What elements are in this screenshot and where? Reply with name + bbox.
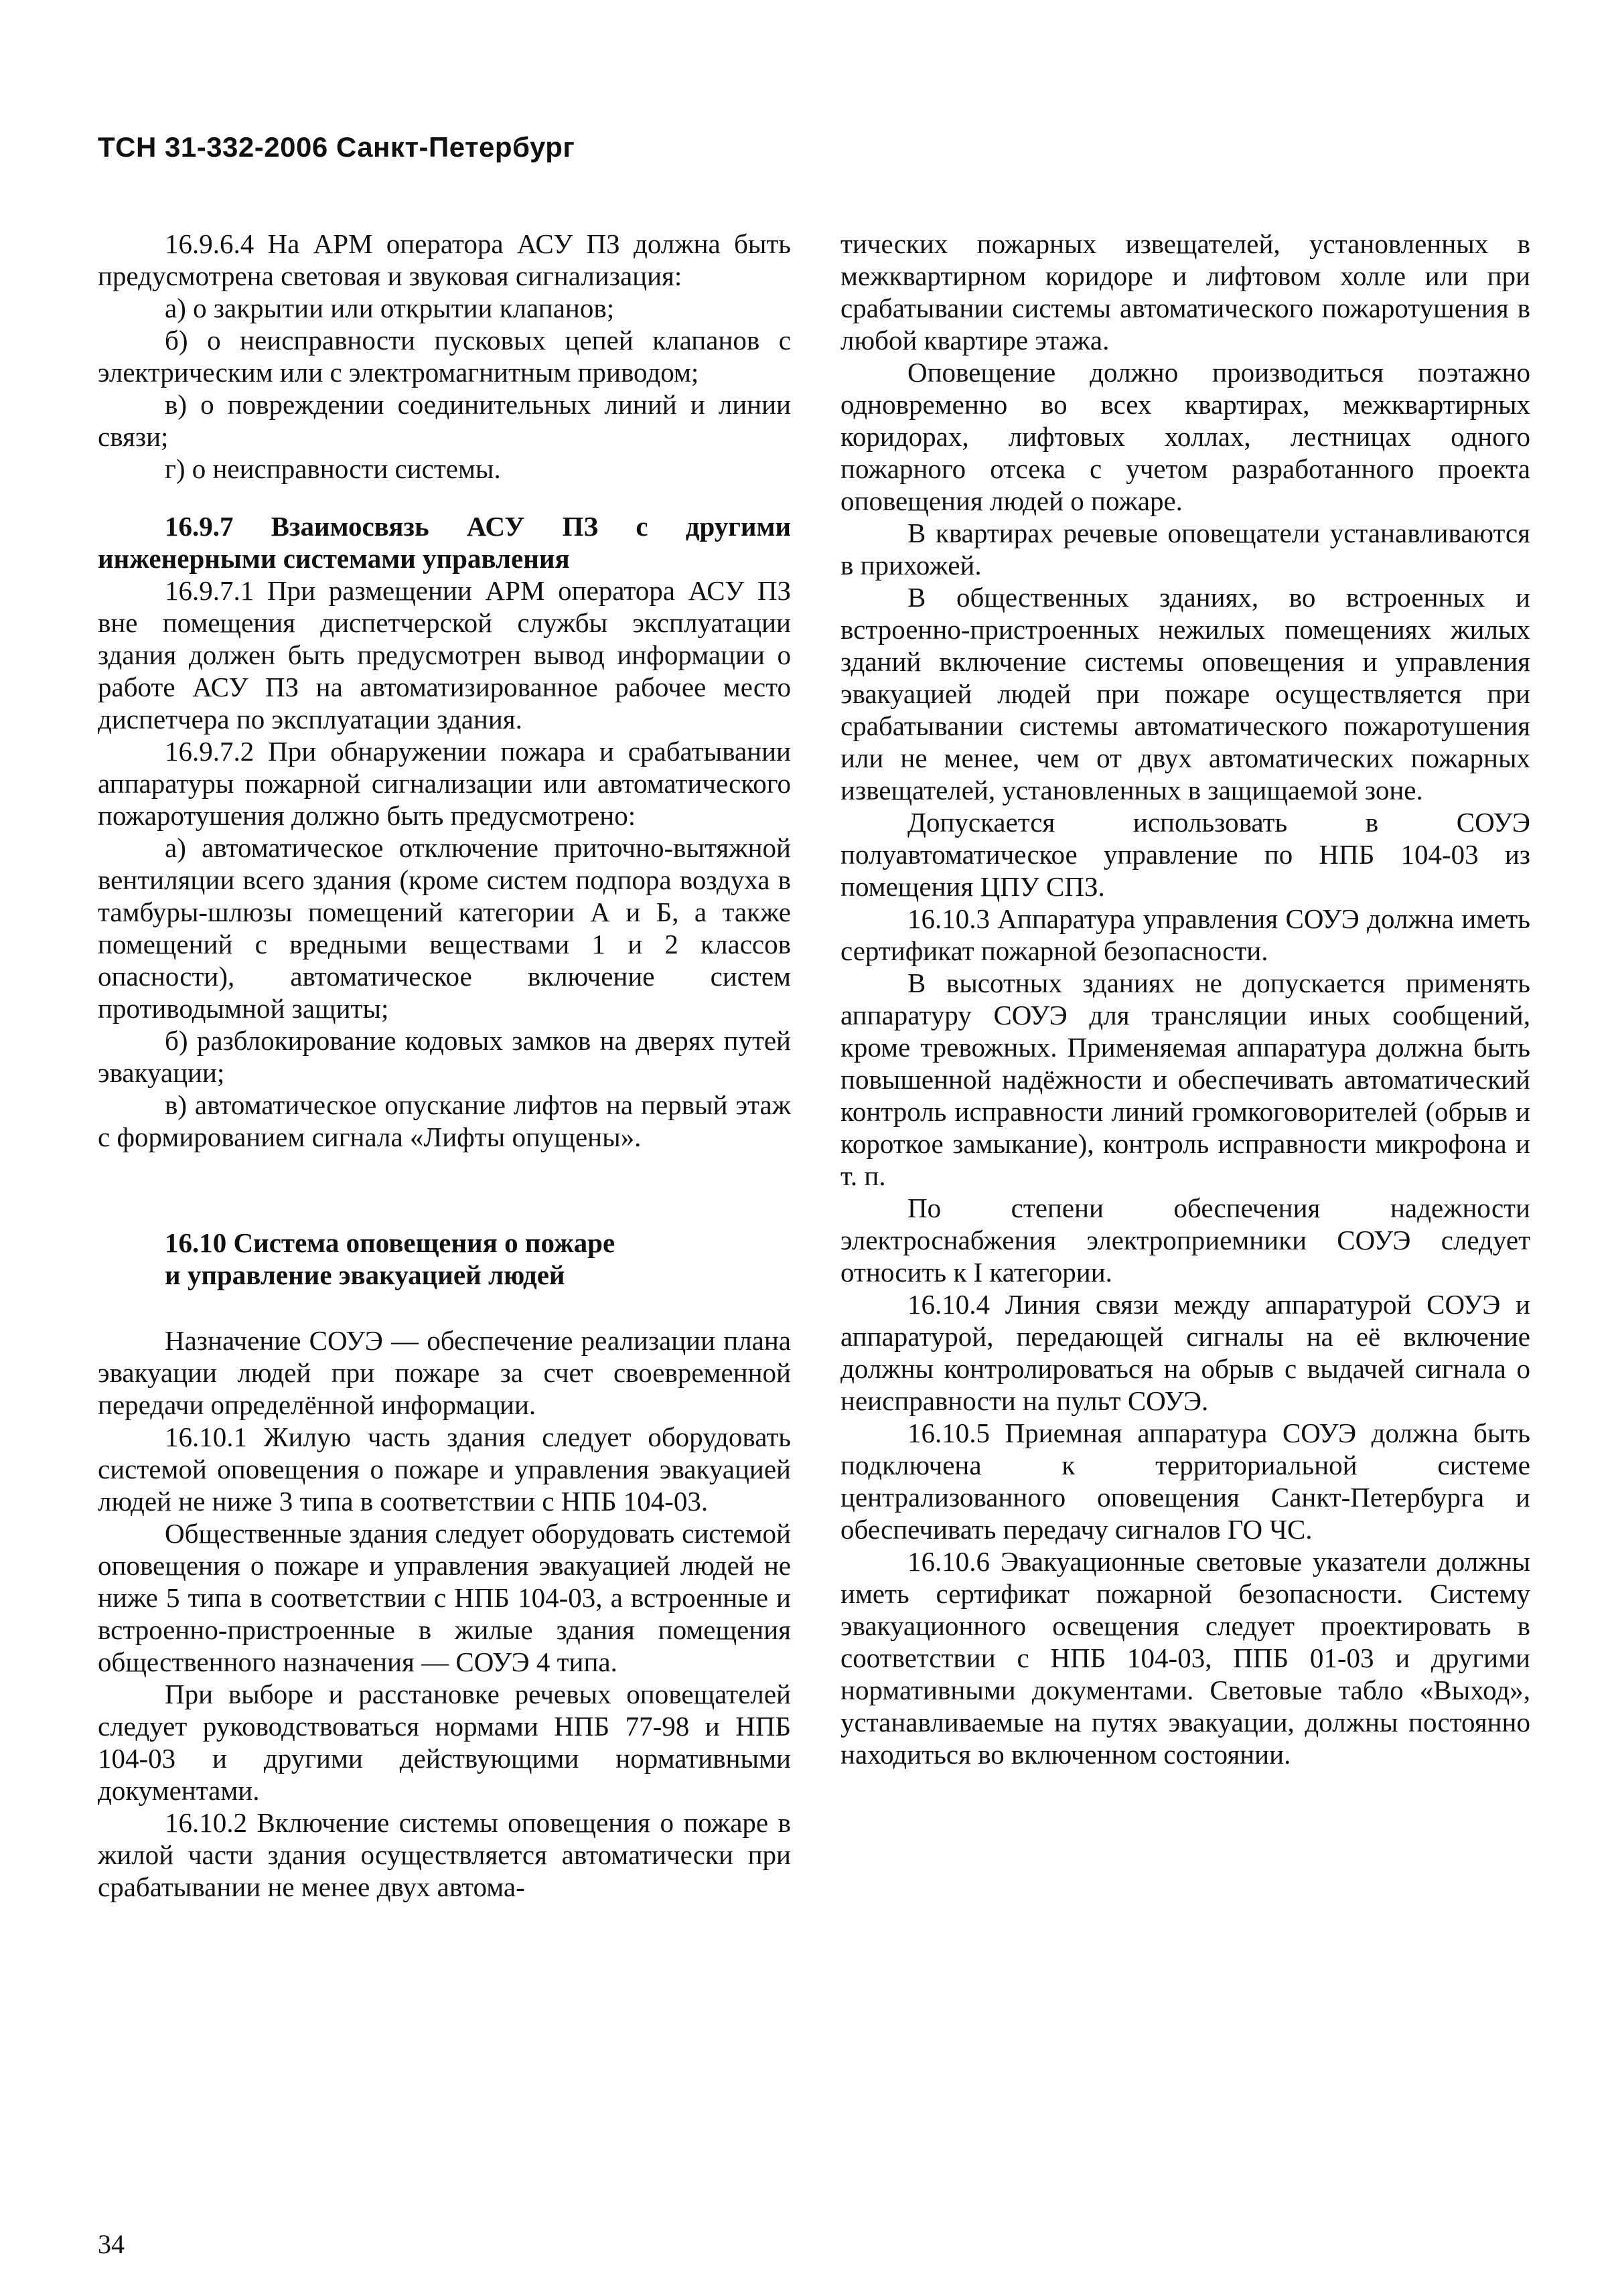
heading-16-10-line2: и управление эвакуацией людей bbox=[165, 1259, 565, 1290]
list-item-a: а) о закрытии или открытии клапанов; bbox=[165, 293, 615, 323]
list-item-b: б) о неисправности пусковых цепей клапанов с электрическим или с электромагнитным приводом; bbox=[98, 325, 791, 388]
paragraph-16-10-6: 16.10.6 Эвакуационные световые указатели должны иметь сертификат пожарной безопасности. Систему эвакуационного освещения следует проектировать в соответствии с НПБ 104-03, ППБ 01-03 и другими нормативными документами. Световые табло «Выход», устанавливаемые на путях эвакуации, должны постоянно находиться во включенном состоянии. bbox=[840, 1546, 1530, 1770]
paragraph-continuation: тических пожарных извещателей, установленных в межквартирном коридоре и лифтовом холле или при срабатывании системы автоматического пожаротушения в любой квартире этажа. bbox=[840, 228, 1530, 356]
paragraph-16-10-3: 16.10.3 Аппаратура управления СОУЭ должна иметь сертификат пожарной безопасности. bbox=[840, 903, 1530, 966]
list-item-v: в) автоматическое опускание лифтов на первый этаж с формированием сигнала «Лифты опущены». bbox=[98, 1089, 791, 1152]
paragraph-public-buildings: Общественные здания следует оборудовать системой оповещения о пожаре и управления эвакуацией людей не ниже 5 типа в соответствии с НПБ 104-03, а встроенные и встроенно-пристроенные в жилые здания помещения общественного назначения — СОУЭ 4 типа. bbox=[98, 1518, 791, 1677]
heading-16-10-line1: 16.10 Система оповещения о пожаре bbox=[165, 1227, 615, 1258]
list-item-a: а) автоматическое отключение приточно-вытяжной вентиляции всего здания (кроме систем подпора воздуха в тамбуры-шлюзы помещений категории А и Б, а также помещений с вредными веществами 1 и 2 классов опасности), автоматическое включение систем противодымной защиты; bbox=[98, 832, 791, 1024]
heading-16-9-7: 16.9.7 Взаимосвязь АСУ ПЗ с другими инженерными системами управления bbox=[98, 511, 791, 574]
list-item-b: б) разблокирование кодовых замков на дверях путей эвакуации; bbox=[98, 1025, 791, 1088]
paragraph-public-premises: В общественных зданиях, во встроенных и встроенно-пристроенных нежилых помещениях жилых зданий включение системы оповещения и управления эвакуацией людей при пожаре осуществляется при срабатывании системы автоматического пожаротушения или не менее, чем от двух автоматических пожарных извещателей, установленных в защищаемой зоне. bbox=[840, 582, 1530, 806]
paragraph-16-10-2: 16.10.2 Включение системы оповещения о пожаре в жилой части здания осуществляется автоматически при срабатывании не менее двух автома- bbox=[98, 1807, 791, 1902]
list-item-g: г) о неисправности системы. bbox=[165, 453, 501, 484]
page-number: 34 bbox=[98, 2229, 125, 2259]
paragraph-power-supply: По степени обеспечения надежности электроснабжения электроприемники СОУЭ следует относить к I категории. bbox=[840, 1193, 1530, 1288]
paragraph-16-10-4: 16.10.4 Линия связи между аппаратурой СОУЭ и аппаратурой, передающей сигналы на её включение должны контролироваться на обрыв с выдачей сигнала о неисправности на пульт СОУЭ. bbox=[840, 1289, 1530, 1416]
paragraph-purpose: Назначение СОУЭ — обеспечение реализации плана эвакуации людей при пожаре за счет своевременной передачи определённой информации. bbox=[98, 1325, 791, 1420]
running-header: ТСН 31-332-2006 Санкт-Петербург bbox=[98, 131, 575, 163]
paragraph-16-10-1: 16.10.1 Жилую часть здания следует оборудовать системой оповещения о пожаре и управления эвакуацией людей не ниже 3 типа в соответствии с НПБ 104-03. bbox=[98, 1422, 791, 1517]
paragraph-16-9-6-4: 16.9.6.4 На АРМ оператора АСУ ПЗ должна быть предусмотрена световая и звуковая сигнализация: bbox=[98, 228, 791, 291]
left-column bbox=[98, 228, 791, 1903]
list-item-v: в) о повреждении соединительных линий и линии связи; bbox=[98, 389, 791, 452]
paragraph-16-9-7-1: 16.9.7.1 При размещении АРМ оператора АСУ ПЗ вне помещения диспетчерской службы эксплуатации здания должен быть предусмотрен вывод информации о работе АСУ ПЗ на автоматизированное рабочее место диспетчера по эксплуатации здания. bbox=[98, 575, 791, 735]
paragraph-notification: Оповещение должно производиться поэтажно одновременно во всех квартирах, межквартирных коридорах, лифтовых холлах, лестницах одного пожарного отсека с учетом разработанного проекта оповещения людей о пожаре. bbox=[840, 357, 1530, 516]
paragraph-high-rise: В высотных зданиях не допускается применять аппаратуру СОУЭ для трансляции иных сообщений, кроме тревожных. Применяемая аппаратура должна быть повышенной надёжности и обеспечивать автоматический контроль исправности линий громкоговорителей (обрыв и короткое замыкание), контроль исправности микрофона и т. п. bbox=[840, 968, 1530, 1191]
heading-16-10 bbox=[98, 1227, 791, 1291]
paragraph-semi-automatic: Допускается использовать в СОУЭ полуавтоматическое управление по НПБ 104-03 из помещения ЦПУ СПЗ. bbox=[840, 807, 1530, 902]
right-column bbox=[840, 228, 1530, 1770]
paragraph-16-9-7-2: 16.9.7.2 При обнаружении пожара и срабатывании аппаратуры пожарной сигнализации или автоматического пожаротушения должно быть предусмотрено: bbox=[98, 736, 791, 831]
paragraph-apartments: В квартирах речевые оповещатели устанавливаются в прихожей. bbox=[840, 518, 1530, 581]
paragraph-speakers: При выборе и расстановке речевых оповещателей следует руководствоваться нормами НПБ 77-98 и НПБ 104-03 и другими действующими нормативными документами. bbox=[98, 1679, 791, 1806]
paragraph-16-10-5: 16.10.5 Приемная аппаратура СОУЭ должна быть подключена к территориальной системе централизованного оповещения Санкт-Петербурга и обеспечивать передачу сигналов ГО ЧС. bbox=[840, 1418, 1530, 1545]
